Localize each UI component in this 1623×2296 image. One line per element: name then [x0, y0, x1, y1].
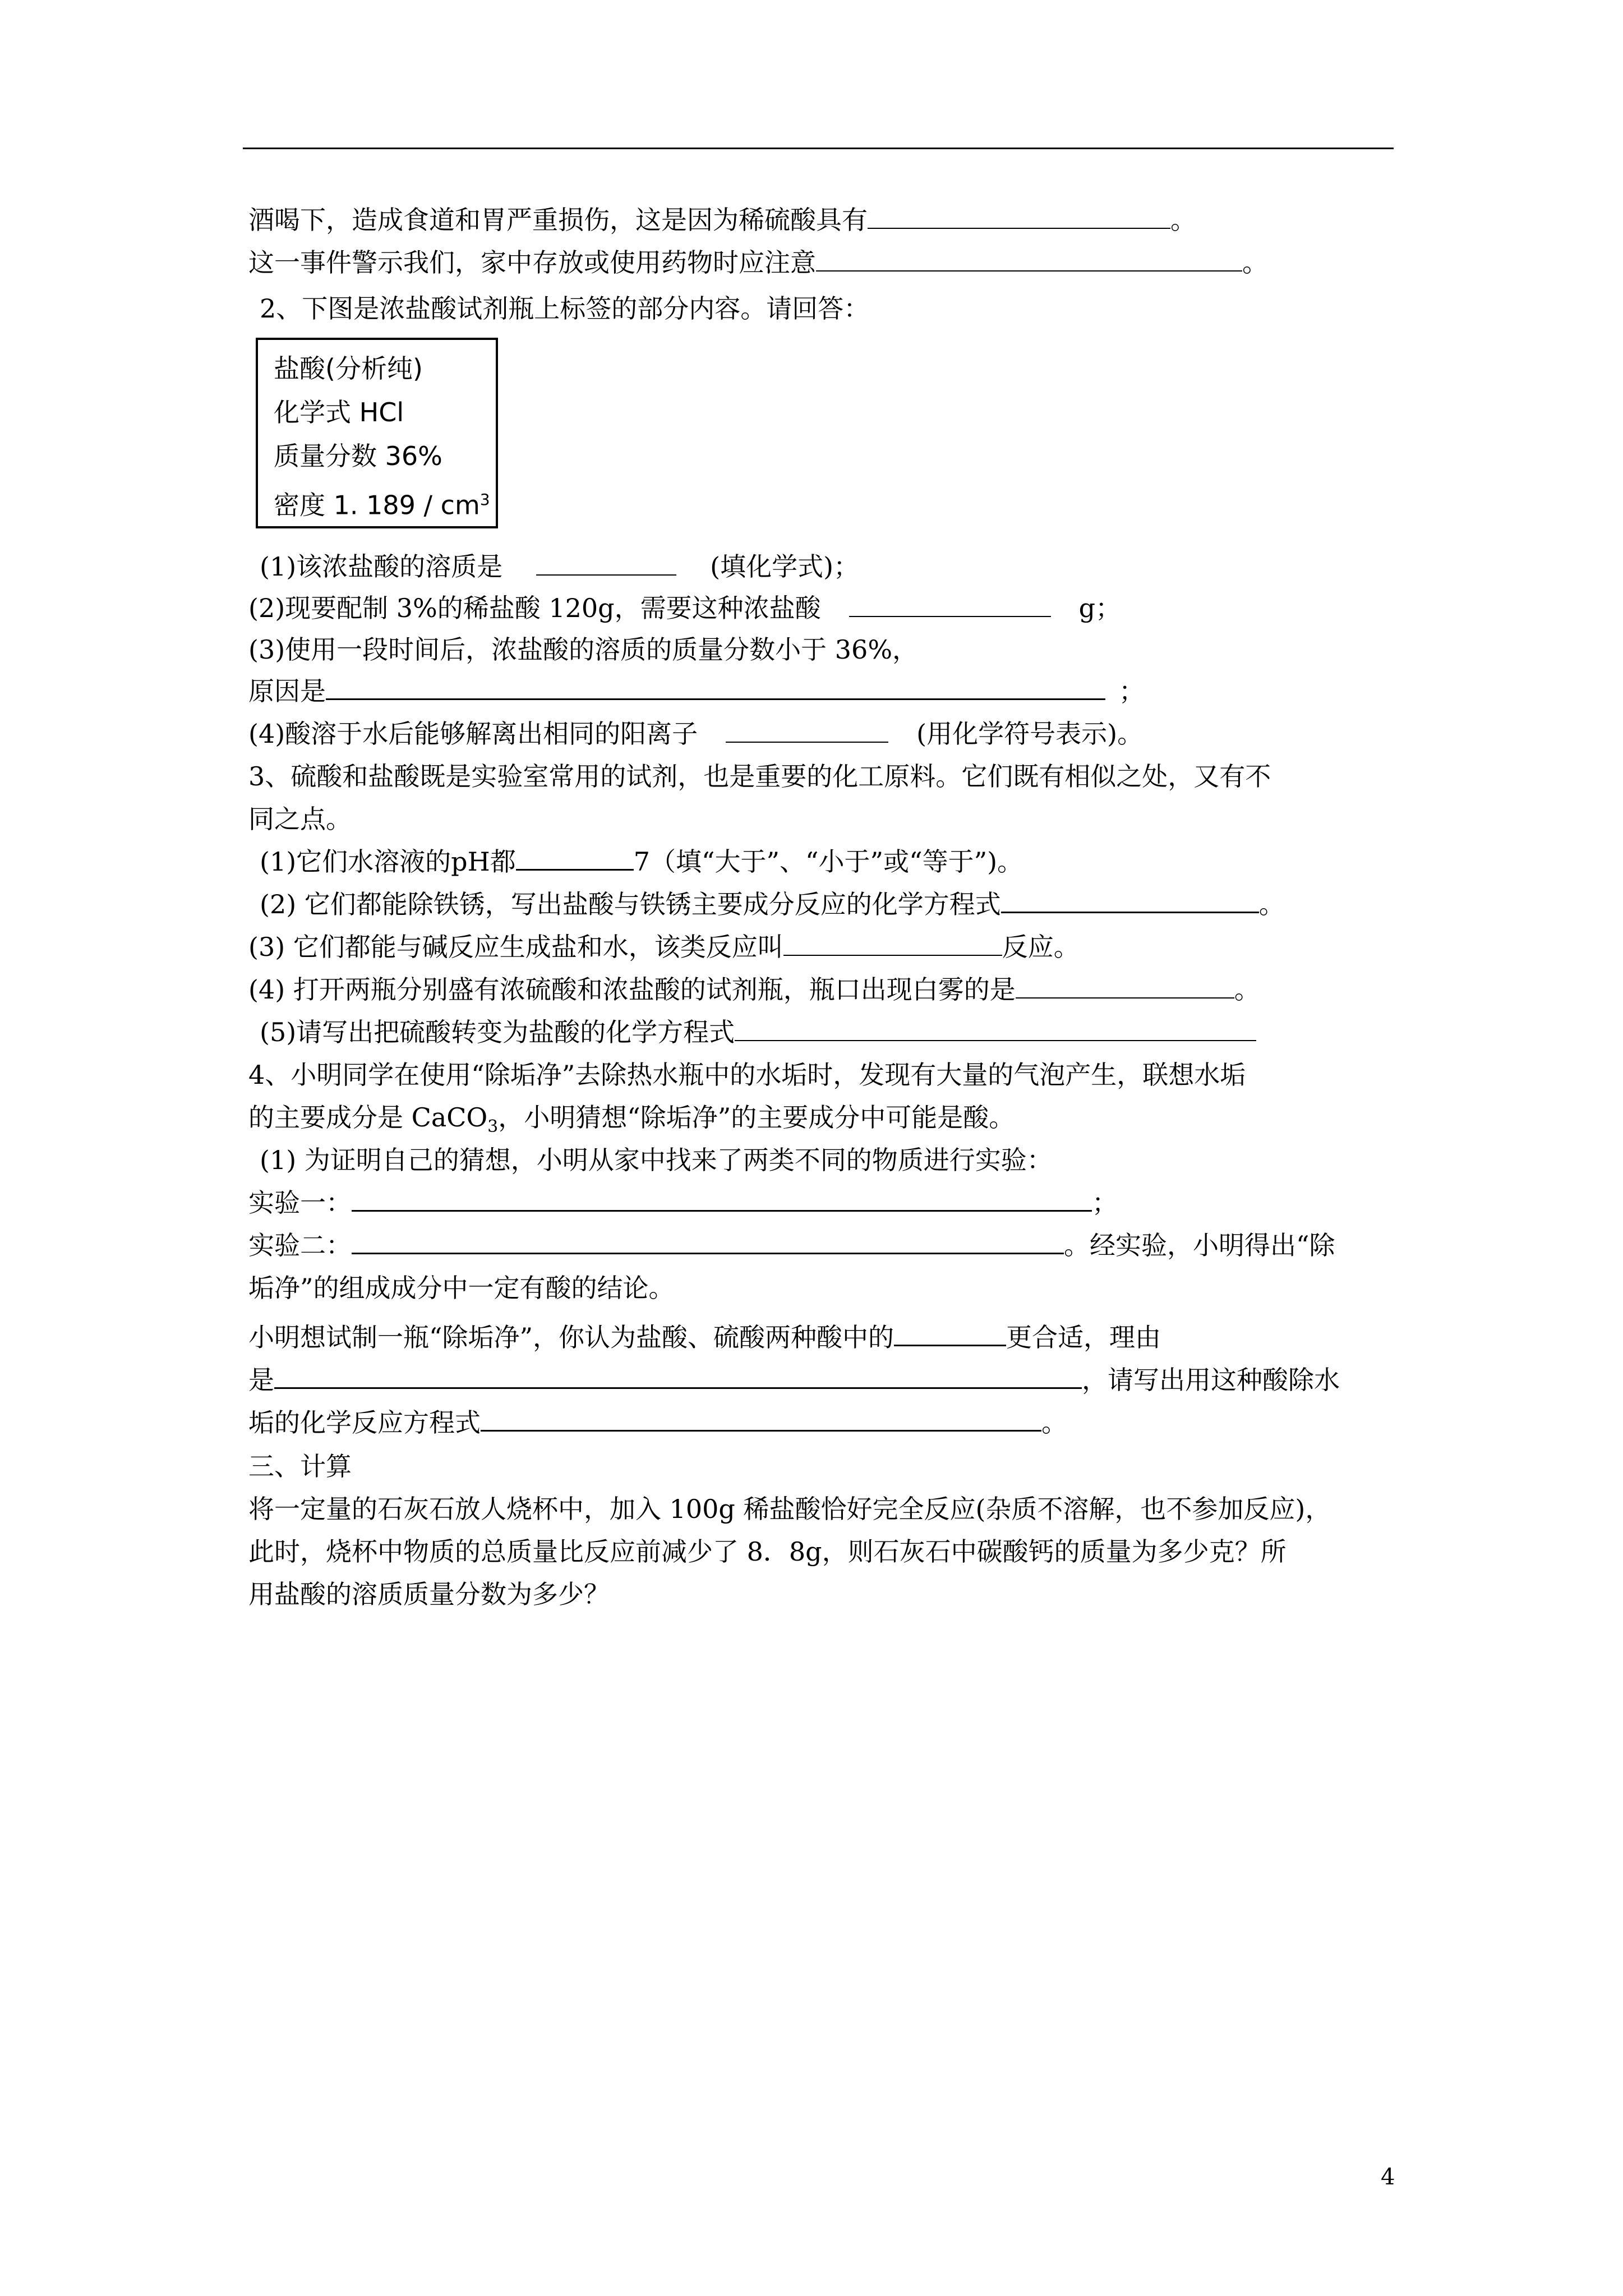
q2-part4: (4)酸溶于水后能够解离出相同的阳离子 (用化学符号表示)。 — [248, 719, 1144, 749]
answer-blank[interactable] — [1001, 889, 1259, 913]
answer-blank[interactable] — [326, 676, 1105, 700]
answer-blank[interactable] — [516, 846, 634, 871]
label-density: 密度 1. $189 / cm^3$ — [274, 490, 490, 521]
answer-blank[interactable] — [274, 1365, 1082, 1389]
q3-intro-line2: 同之点。 — [248, 804, 352, 834]
label-title: 盐酸(分析纯) — [274, 353, 423, 384]
q4-part4: 垢的化学反应方程式 。 — [248, 1407, 1067, 1438]
header-rule — [243, 148, 1394, 149]
answer-blank[interactable] — [849, 593, 1051, 617]
q3-part1: (1)它们水溶液的pH都 7（填“大于”、“小于”或“等于”)。 — [260, 846, 1023, 877]
q2-part3-line1: (3)使用一段时间后，浓盐酸的溶质的质量分数小于 36%， — [248, 634, 919, 665]
calc-problem-line1: 将一定量的石灰石放人烧杯中，加入 100g 稀盐酸恰好完全反应(杂质不溶解，也不参加反应)， — [248, 1494, 1331, 1524]
q2-intro: 2、下图是浓盐酸试剂瓶上标签的部分内容。请回答： — [260, 293, 870, 324]
q2-part3-line2: 原因是 ； — [248, 676, 1145, 706]
q2-part1: (1)该浓盐酸的溶质是 (填化学式)； — [260, 551, 860, 582]
calc-problem-line2: 此时，烧杯中物质的总质量比反应前减少了 8．8g，则石灰石中碳酸钙的质量为多少克？所 — [248, 1536, 1287, 1567]
page-number: 4 — [1381, 2164, 1395, 2190]
calc-problem-line3: 用盐酸的溶质质量分数为多少？ — [248, 1579, 610, 1609]
answer-blank[interactable] — [481, 1407, 1041, 1432]
answer-blank[interactable] — [536, 552, 676, 576]
answer-blank[interactable] — [816, 248, 1242, 272]
q3-part2: (2) 它们都能除铁锈，写出盐酸与铁锈主要成分反应的化学方程式 。 — [260, 889, 1285, 919]
section-heading: 三、计算 — [248, 1451, 352, 1481]
label-formula: 化学式 HCl — [274, 397, 404, 427]
answer-blank[interactable] — [735, 1018, 1256, 1041]
q4-experiment2: 实验二： 。经实验，小明得出“除 — [248, 1230, 1335, 1260]
label-mass-fraction: 质量分数 36% — [274, 441, 442, 471]
q2-part2: (2)现要配制 3%的稀盐酸 120g，需要这种浓盐酸 g； — [248, 593, 1122, 623]
answer-blank[interactable] — [868, 205, 1170, 229]
q4-intro-line1: 4、小明同学在使用“除垢净”去除热水瓶中的水垢时，发现有大量的气泡产生，联想水垢 — [248, 1060, 1246, 1090]
q1-line1: 酒喝下，造成食道和胃严重损伤，这是因为稀硫酸具有 。 — [248, 205, 1196, 235]
answer-blank[interactable] — [352, 1230, 1064, 1254]
q4-experiment2-line2: 垢净”的组成成分中一定有酸的结论。 — [248, 1273, 675, 1303]
q4-part2: 小明想试制一瓶“除垢净”，你认为盐酸、硫酸两种酸中的 更合适，理由 — [248, 1322, 1161, 1352]
q3-part4: (4) 打开两瓶分别盛有浓硫酸和浓盐酸的试剂瓶，瓶口出现白雾的是 。 — [248, 974, 1260, 1005]
answer-blank[interactable] — [1016, 975, 1234, 999]
q4-part1: (1) 为证明自己的猜想，小明从家中找来了两类不同的物质进行实验： — [260, 1145, 1053, 1175]
reagent-label — [256, 338, 498, 528]
q4-intro-line2: 的主要成分是 CaCO$_3$，小明猜想“除垢净”的主要成分中可能是酸。 — [248, 1102, 1015, 1137]
answer-blank[interactable] — [352, 1188, 1092, 1212]
q3-part5: (5)请写出把硫酸转变为盐酸的化学方程式 — [260, 1015, 1256, 1049]
q3-part3: (3) 它们都能与碱反应生成盐和水，该类反应叫 反应。 — [248, 932, 1080, 962]
q3-intro-line1: 3、硫酸和盐酸既是实验室常用的试剂，也是重要的化工原料。它们既有相似之处，又有不 — [248, 761, 1271, 792]
answer-blank[interactable] — [783, 932, 1002, 956]
answer-blank[interactable] — [894, 1322, 1006, 1346]
q4-part3: 是 ，请写出用这种酸除水 — [248, 1365, 1340, 1395]
q1-line2: 这一事件警示我们，家中存放或使用药物时应注意 。 — [248, 247, 1268, 278]
q4-experiment1: 实验一： ； — [248, 1188, 1118, 1218]
answer-blank[interactable] — [726, 719, 888, 743]
